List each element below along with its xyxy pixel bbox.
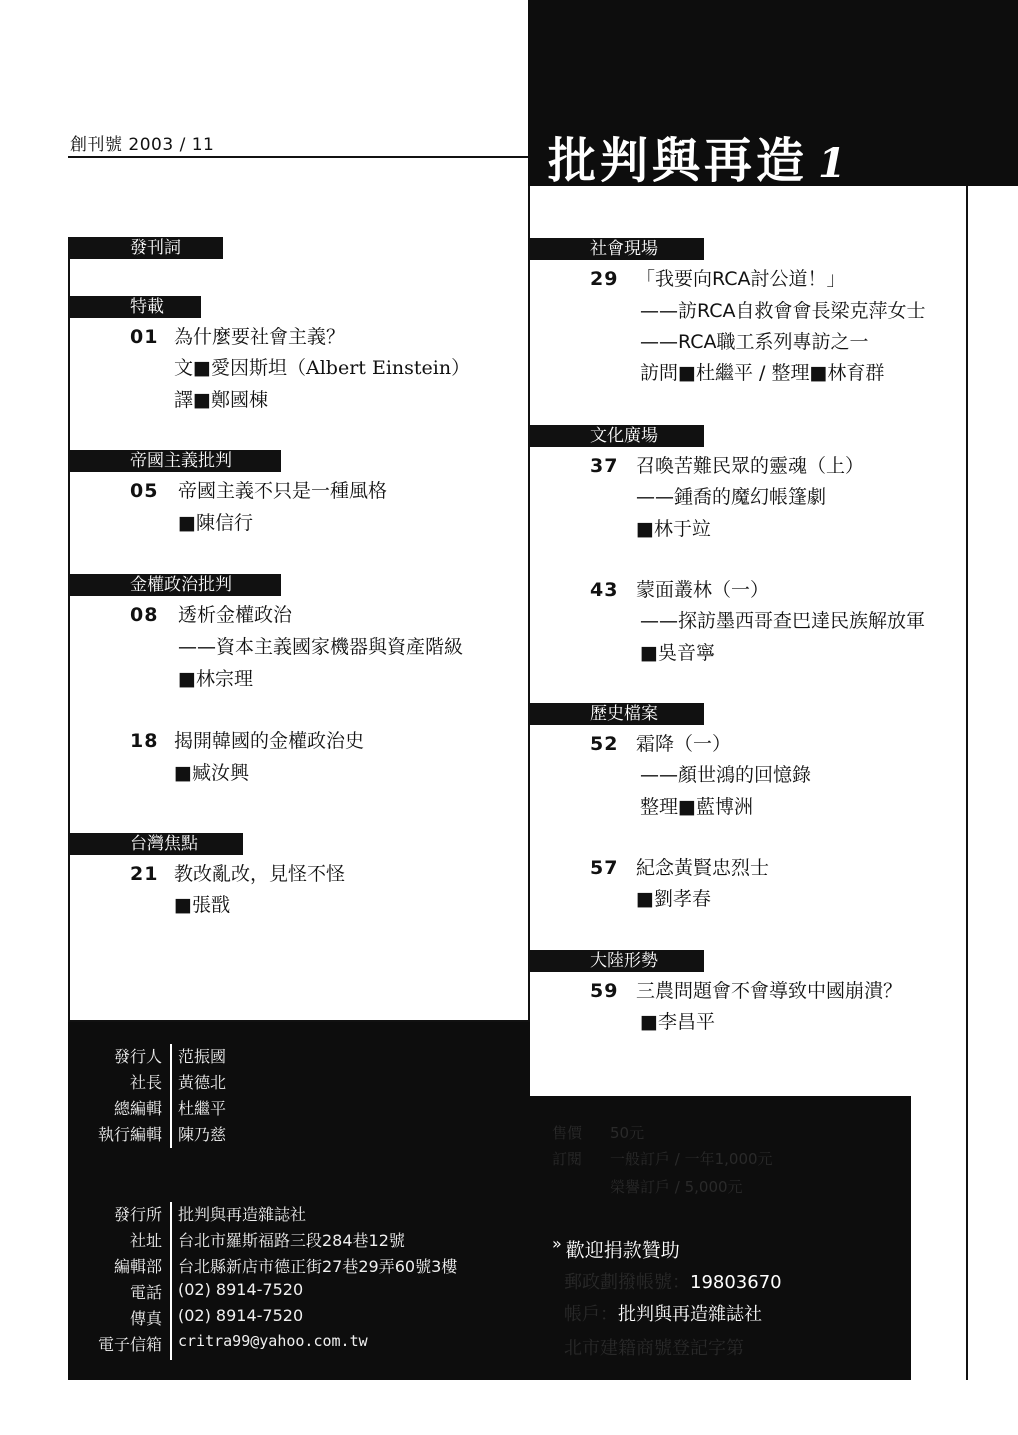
section-header-taiwan: 台灣焦點 [68,833,243,855]
square-bullet [193,389,211,411]
magazine-title-text: 批判與再造 [548,133,809,189]
byline-role: 訪問 [640,362,679,384]
publisher-value: (02) 8914-7520 [178,1306,304,1325]
toc-entry-29-subtitle-2: ——RCA職工系列專訪之一 [640,331,869,353]
masthead-label: 總編輯 [113,1099,162,1118]
author-name: 臧汝興 [191,762,249,784]
toc-entry-29-credits [640,358,884,389]
holder-name: 批判與再造雜誌社 [618,1304,762,1325]
subscription-label: 訂閱 [552,1150,583,1168]
publisher-label: 電子信箱 [97,1335,162,1354]
paren-close: ） [451,357,471,379]
toc-entry-29[interactable] [590,264,846,295]
author-name: 張戬 [191,894,230,916]
article-title: 教改亂改，見怪不怪 [174,863,346,885]
subscription-regular: 一般訂戶 / 一年1,000元 [610,1150,773,1168]
section-header-history: 歷史檔案 [530,703,704,725]
square-bullet [640,1011,658,1033]
square-bullet [174,894,192,916]
toc-entry-21-author [174,890,230,921]
byline-role: 譯 [174,389,194,411]
left-border [68,237,70,1022]
page-number: 01 [130,326,159,348]
section-header-preface: 發刊詞 [68,237,223,259]
toc-entry-18[interactable] [130,726,364,757]
toc-entry-59[interactable] [590,976,902,1007]
article-title: 紀念黃賢忠烈士 [636,857,770,879]
section-header-culture: 文化廣場 [530,425,704,447]
square-bullet [636,888,654,910]
toc-entry-01-translator [174,385,268,416]
page-number: 08 [130,604,159,626]
holder-label: 帳戶： [564,1304,618,1325]
toc-entry-43-author [640,638,715,669]
issue-label: 創刊號 2003 / 11 [70,135,215,155]
header-rule [68,156,528,158]
toc-entry-05-author [178,508,253,539]
square-bullet [678,796,696,818]
publisher-label: 傳真 [129,1309,162,1328]
square-bullet [640,642,658,664]
toc-entry-01[interactable] [130,322,345,353]
author-name-english: Albert Einstein [305,357,452,379]
publisher-value: 台北市羅斯福路三段284巷12號 [178,1231,405,1250]
author-name: 陳信行 [195,512,253,534]
publisher-label: 發行所 [113,1205,162,1224]
square-bullet [178,512,196,534]
toc-entry-08-subtitle: ——資本主義國家機器與資產階級 [178,636,464,658]
masthead-value: 黃德北 [178,1073,227,1092]
author-name: 林宗理 [195,668,253,690]
page-number: 59 [590,980,619,1002]
article-title: 「我要向RCA討公道！」 [636,268,846,290]
toc-entry-21[interactable] [130,859,345,890]
page-number: 21 [130,863,159,885]
publisher-label: 編輯部 [113,1257,162,1276]
toc-entry-43[interactable] [590,575,769,606]
author-name: 李昌平 [657,1011,715,1033]
page-number: 52 [590,733,619,755]
publisher-value: 批判與再造雜誌社 [178,1205,307,1224]
donation-title [552,1234,680,1262]
account-number: 19803670 [690,1272,782,1293]
toc-entry-18-author [174,758,249,789]
section-header-imperialism: 帝國主義批判 [68,450,281,472]
toc-entry-29-subtitle-1: ——訪RCA自救會會長梁克萍女士 [640,300,926,322]
section-header-special: 特載 [68,296,201,318]
toc-entry-01-author [174,353,470,384]
article-title: 透析金權政治 [178,604,293,626]
toc-entry-43-subtitle: ——探訪墨西哥查巴達民族解放軍 [640,610,926,632]
page-number: 05 [130,480,159,502]
article-title: 蒙面叢林（一） [636,579,770,601]
masthead-value: 杜繼平 [178,1099,227,1118]
page-number: 29 [590,268,619,290]
masthead-list [68,1044,528,1154]
donation-title-text: 歡迎捐款贊助 [565,1239,680,1262]
interviewer-name: 杜繼平 / 整理 [695,362,810,384]
masthead-panel [68,1022,530,1380]
toc-entry-08[interactable] [130,600,292,631]
section-header-social: 社會現場 [530,238,704,260]
page-number: 37 [590,455,619,477]
toc-entry-59-author [640,1007,715,1038]
square-bullet [678,362,696,384]
account-holder-line [564,1300,762,1326]
article-title: 霜降（一） [636,733,732,755]
toc-entry-57-author [636,884,711,915]
account-label: 郵政劃撥帳號： [564,1272,690,1293]
publisher-label: 電話 [129,1283,162,1302]
toc-entry-05[interactable] [130,476,387,507]
price-label: 售價 [552,1124,583,1142]
right-border [966,186,968,1380]
byline-role: 整理 [640,796,679,818]
author-name: 吳音寧 [657,642,715,664]
editor-name: 林育群 [827,362,885,384]
masthead-label: 執行編輯 [97,1125,162,1144]
publisher-label: 社址 [129,1231,162,1250]
square-bullet [809,362,827,384]
toc-entry-52-credits [640,792,753,823]
page-number: 18 [130,730,159,752]
square-bullet [178,668,196,690]
toc-entry-52[interactable] [590,729,731,760]
author-name: 藍博洲 [695,796,753,818]
toc-entry-52-subtitle: ——顏世鴻的回憶錄 [640,764,812,786]
pricing-panel [528,1096,911,1380]
article-title: 三農問題會不會導致中國崩潰？ [636,980,903,1002]
magazine-title [548,122,850,191]
masthead-value: 范振國 [178,1047,227,1066]
publisher-value: 台北縣新店市德正街27巷29弄60號3樓 [178,1257,458,1276]
article-title: 召喚苦難民眾的靈魂（上） [636,455,865,477]
article-title: 揭開韓國的金權政治史 [174,730,365,752]
byline-role: 文 [174,357,194,379]
square-bullet [636,518,654,540]
toc-entry-37-author [636,514,711,545]
email-value[interactable]: critra99@yahoo.com.tw [178,1332,368,1350]
toc-entry-57[interactable] [590,853,769,884]
author-name: 林于竝 [653,518,711,540]
section-header-money-politics: 金權政治批判 [68,574,281,596]
article-title: 帝國主義不只是一種風格 [178,480,388,502]
price-value: 50元 [610,1124,645,1142]
author-name: 劉孝春 [653,888,711,910]
postal-account-line [564,1268,782,1294]
article-title: 為什麼要社會主義？ [174,326,346,348]
issue-number: 1 [818,140,850,187]
publisher-list [68,1202,528,1372]
square-bullet [193,357,211,379]
subscription-honorary: 榮譽訂戶 / 5,000元 [610,1178,743,1196]
page-number: 57 [590,857,619,879]
translator-name: 鄭國棟 [210,389,268,411]
masthead-value: 陳乃慈 [178,1125,227,1144]
registration-line: 北市建籍商號登記字第 [564,1338,744,1359]
section-header-mainland: 大陸形勢 [530,950,704,972]
square-bullet [174,762,192,784]
masthead-label: 社長 [129,1073,162,1092]
toc-entry-37-subtitle: ——鍾喬的魔幻帳篷劇 [636,486,827,508]
masthead-label: 發行人 [113,1047,162,1066]
double-chevron-icon: » [552,1234,562,1253]
toc-entry-37[interactable] [590,451,864,482]
author-name: 愛因斯坦（ [210,357,306,379]
toc-entry-08-author [178,664,253,695]
page-number: 43 [590,579,619,601]
publisher-value: (02) 8914-7520 [178,1280,304,1299]
